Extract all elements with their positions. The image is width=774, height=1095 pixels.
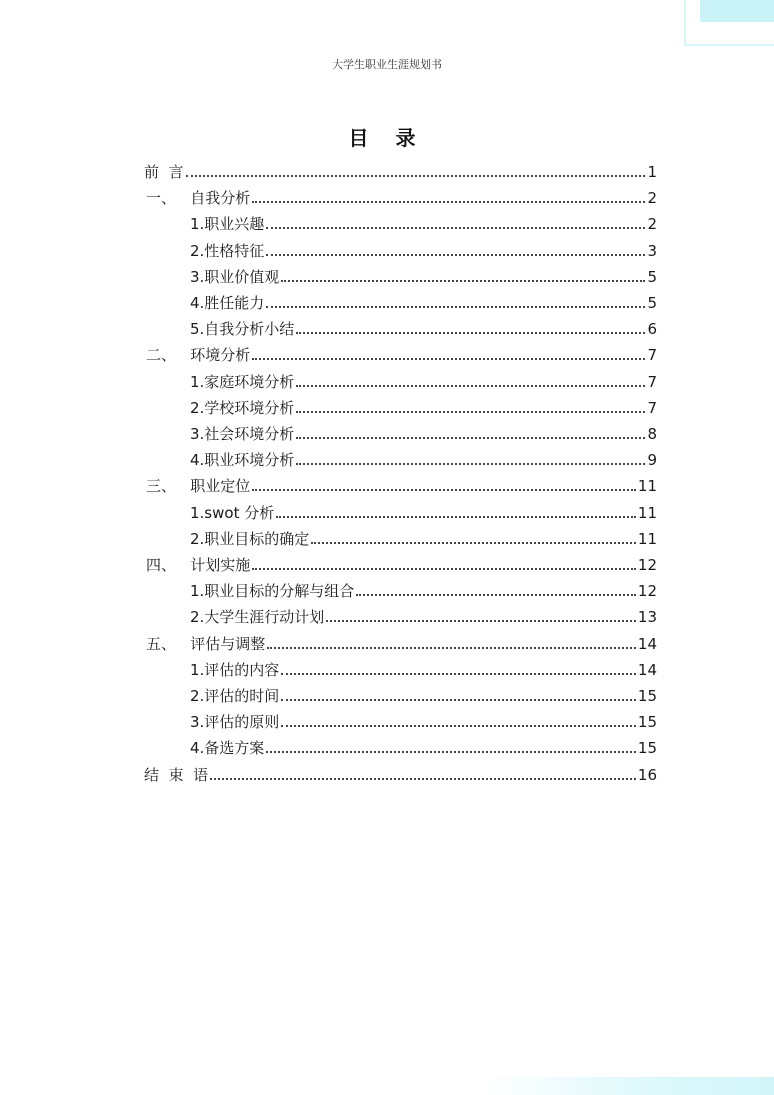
toc-entry-label: 1.swot 分析 bbox=[190, 503, 275, 522]
toc-leader-dots bbox=[266, 254, 645, 256]
toc-entry[interactable] bbox=[190, 313, 657, 339]
toc-leader-dots bbox=[252, 358, 645, 360]
toc-entry-page-number: 7 bbox=[647, 398, 657, 417]
toc-leader-dots bbox=[356, 594, 636, 596]
toc-entry-page-number: 16 bbox=[637, 765, 657, 784]
toc-entry-label: 1.评估的内容 bbox=[190, 660, 280, 679]
toc-leader-dots bbox=[296, 411, 645, 413]
running-header: 大学生职业生涯规划书 bbox=[332, 58, 442, 71]
toc-leader-dots bbox=[281, 725, 636, 727]
toc-entry-page-number: 11 bbox=[637, 529, 657, 548]
toc-entry-page-number: 15 bbox=[637, 687, 657, 705]
toc-leader-dots bbox=[266, 306, 645, 308]
toc-entry[interactable] bbox=[190, 261, 657, 287]
toc-entry-label: 5.自我分析小结 bbox=[190, 320, 295, 339]
toc-entry[interactable] bbox=[146, 470, 657, 496]
toc-entry-label: 1.职业兴趣 bbox=[190, 215, 265, 234]
toc-entry-label: 4.胜任能力 bbox=[190, 294, 265, 312]
toc-leader-dots bbox=[281, 699, 636, 701]
toc-entry[interactable] bbox=[190, 497, 657, 523]
toc-leader-dots bbox=[252, 568, 636, 570]
toc-entry-label: 2.职业目标的确定 bbox=[190, 529, 310, 548]
toc-entry-label: 五、 评估与调整 bbox=[146, 634, 266, 653]
toc-entry-page-number: 3 bbox=[647, 241, 657, 260]
toc-entry-label: 1.家庭环境分析 bbox=[190, 372, 295, 391]
toc-entry[interactable] bbox=[144, 759, 657, 785]
toc-entry-page-number: 6 bbox=[647, 320, 657, 339]
toc-entry-page-number: 12 bbox=[637, 582, 657, 601]
toc-entry[interactable] bbox=[144, 156, 657, 182]
toc-entry-label: 二、 环境分析 bbox=[146, 346, 251, 365]
toc-entry-page-number: 13 bbox=[637, 608, 657, 627]
toc-entry-page-number: 8 bbox=[647, 425, 657, 443]
corner-decoration-block bbox=[700, 0, 774, 22]
toc-leader-dots bbox=[186, 175, 646, 177]
toc-entry-label: 2.学校环境分析 bbox=[190, 398, 295, 417]
toc-entry[interactable] bbox=[190, 392, 657, 418]
toc-entry-page-number: 14 bbox=[637, 634, 657, 653]
toc-leader-dots bbox=[276, 516, 636, 518]
toc-entry-page-number: 7 bbox=[647, 372, 657, 391]
toc-entry[interactable] bbox=[190, 418, 657, 444]
toc-entry[interactable] bbox=[190, 732, 657, 758]
corner-decoration-line bbox=[684, 44, 774, 46]
toc-entry[interactable] bbox=[190, 706, 657, 732]
toc-entry-label: 结 束 语 bbox=[144, 765, 209, 784]
toc-entry[interactable] bbox=[190, 575, 657, 601]
toc-leader-dots bbox=[266, 751, 636, 753]
toc-entry[interactable] bbox=[146, 339, 657, 365]
toc-entry-page-number: 2 bbox=[647, 215, 657, 234]
toc-leader-dots bbox=[311, 542, 636, 544]
toc-entry-page-number: 2 bbox=[647, 189, 657, 208]
toc-entry[interactable] bbox=[190, 601, 657, 627]
toc-leader-dots bbox=[266, 227, 645, 229]
toc-entry[interactable] bbox=[190, 523, 657, 549]
toc-entry-page-number: 9 bbox=[647, 451, 657, 470]
toc-entry-label: 4.备选方案 bbox=[190, 739, 265, 758]
toc-entry-label: 1.职业目标的分解与组合 bbox=[190, 582, 355, 601]
toc-entry-label: 2.性格特征 bbox=[190, 241, 265, 260]
toc-entry-label: 3.评估的原则 bbox=[190, 713, 280, 732]
toc-entry-page-number: 14 bbox=[637, 660, 657, 679]
toc-leader-dots bbox=[210, 778, 636, 780]
toc-leader-dots bbox=[326, 620, 636, 622]
toc-entry-label: 3.社会环境分析 bbox=[190, 425, 295, 443]
toc-entry[interactable] bbox=[190, 287, 657, 313]
corner-decoration-line bbox=[684, 0, 686, 46]
corner-decoration bbox=[684, 0, 774, 46]
toc-entry-label: 三、 职业定位 bbox=[146, 477, 251, 496]
toc-entry-page-number: 11 bbox=[637, 477, 657, 496]
toc-leader-dots bbox=[252, 201, 645, 203]
toc-entry-page-number: 5 bbox=[647, 267, 657, 286]
toc-entry-page-number: 7 bbox=[647, 346, 657, 365]
toc-leader-dots bbox=[281, 280, 645, 282]
toc-leader-dots bbox=[296, 437, 645, 439]
toc-entry-page-number: 15 bbox=[637, 713, 657, 732]
toc-entry-page-number: 1 bbox=[647, 163, 657, 181]
toc-entry[interactable] bbox=[146, 628, 657, 654]
toc-leader-dots bbox=[296, 332, 645, 334]
toc-entry[interactable] bbox=[190, 444, 657, 470]
bottom-decoration-band bbox=[484, 1077, 774, 1095]
toc-entry-page-number: 5 bbox=[647, 294, 657, 312]
toc-entry[interactable] bbox=[190, 680, 657, 706]
toc-title: 目 录 bbox=[348, 126, 426, 150]
toc-entry-label: 前 言 bbox=[144, 163, 184, 181]
toc-leader-dots bbox=[252, 489, 636, 491]
toc-entry-label: 四、 计划实施 bbox=[146, 556, 251, 574]
toc-entry-label: 一、 自我分析 bbox=[146, 189, 251, 208]
toc-leader-dots bbox=[296, 385, 645, 387]
toc-leader-dots bbox=[296, 463, 645, 465]
toc-entry-label: 3.职业价值观 bbox=[190, 267, 280, 286]
toc-entry[interactable] bbox=[190, 208, 657, 234]
toc-entry[interactable] bbox=[190, 235, 657, 261]
toc-entry-page-number: 11 bbox=[637, 503, 657, 522]
toc-entry[interactable] bbox=[146, 549, 657, 575]
toc-entry[interactable] bbox=[190, 366, 657, 392]
toc-leader-dots bbox=[267, 647, 636, 649]
toc-entry-label: 2.大学生涯行动计划 bbox=[190, 608, 325, 627]
toc-entry-page-number: 15 bbox=[637, 739, 657, 758]
toc-entry[interactable] bbox=[190, 654, 657, 680]
toc-entry-label: 2.评估的时间 bbox=[190, 687, 280, 705]
toc-leader-dots bbox=[281, 673, 636, 675]
toc-entry[interactable] bbox=[146, 182, 657, 208]
toc-entry-page-number: 12 bbox=[637, 556, 657, 574]
toc-entry-label: 4.职业环境分析 bbox=[190, 451, 295, 470]
